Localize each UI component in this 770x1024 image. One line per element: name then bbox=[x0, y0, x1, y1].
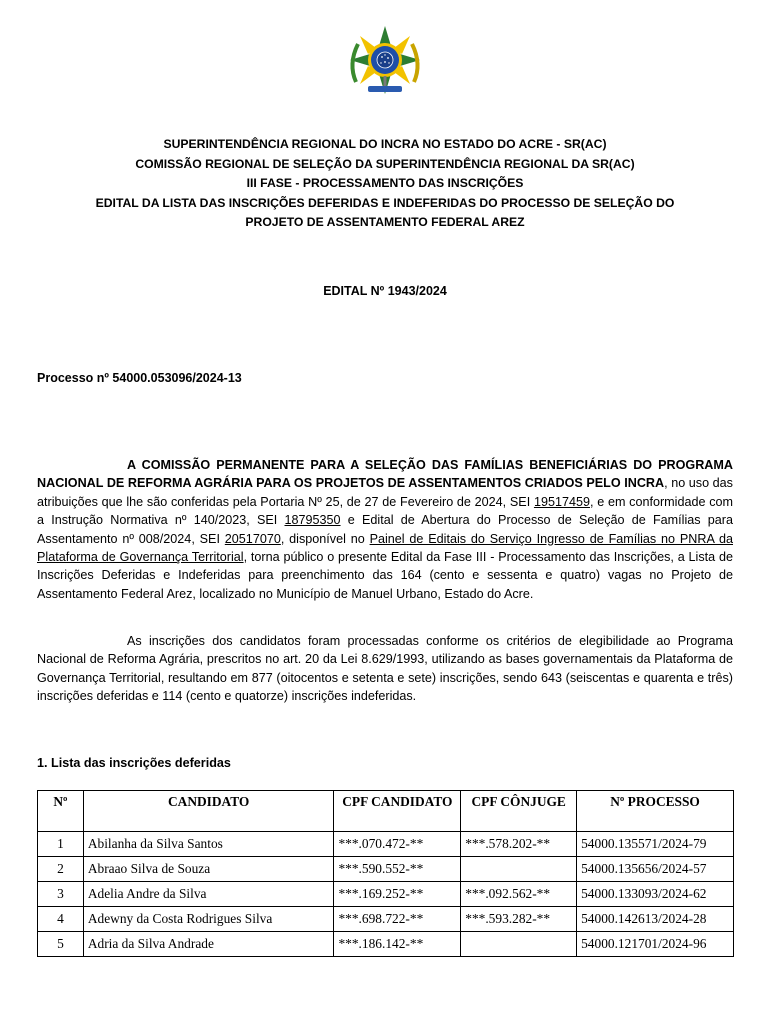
cell-processo: 54000.135656/2024-57 bbox=[577, 857, 734, 882]
header-candidato: CANDIDATO bbox=[83, 791, 334, 832]
cell-conjuge: ***.593.282-** bbox=[461, 907, 577, 932]
cell-cpf: ***.169.252-** bbox=[334, 882, 461, 907]
cell-processo: 54000.142613/2024-28 bbox=[577, 907, 734, 932]
paragraph-text: , no uso das atribuições que lhe são conferidas pela Portaria Nº 25, de 27 de Fevereiro de 2024, SEI bbox=[37, 476, 733, 509]
cell-cpf: ***.070.472-** bbox=[334, 832, 461, 857]
sei-link-portaria[interactable]: 19517459 bbox=[533, 494, 590, 509]
cell-cpf: ***.590.552-** bbox=[334, 857, 461, 882]
deferred-inscriptions-table bbox=[37, 790, 734, 957]
processo-number: Processo nº 54000.053096/2024-13 bbox=[37, 371, 242, 385]
paragraph-text: , disponível no bbox=[280, 531, 370, 546]
header-line: EDITAL DA LISTA DAS INSCRIÇÕES DEFERIDAS E INDEFERIDAS DO PROCESSO DE SELEÇÃO DO bbox=[95, 195, 675, 210]
table-header-row bbox=[38, 791, 734, 832]
commission-name: A COMISSÃO PERMANENTE PARA A SELEÇÃO DAS FAMÍLIAS BENEFICIÁRIAS DO PROGRAMA NACIONAL DE REFORMA AGRÁRIA PARA OS PROJETOS DE ASSENTAMENTOS CRIADOS PELO INCRA bbox=[37, 458, 733, 491]
cell-num: 1 bbox=[38, 832, 84, 857]
header-line: PROJETO DE ASSENTAMENTO FEDERAL AREZ bbox=[245, 215, 525, 229]
section-title: 1. Lista das inscrições deferidas bbox=[37, 756, 231, 770]
header-processo: Nº PROCESSO bbox=[577, 791, 734, 832]
cell-candidato: Adelia Andre da Silva bbox=[83, 882, 334, 907]
painel-editais-link[interactable]: Painel de Editais do Serviço Ingresso de Famílias no PNRA da Plataforma de Governança Territorial bbox=[37, 531, 733, 565]
brazil-coat-of-arms-icon bbox=[342, 24, 428, 100]
cell-conjuge bbox=[461, 857, 577, 882]
header-cpf-conjuge: CPF CÔNJUGE bbox=[461, 791, 577, 832]
cell-conjuge: ***.092.562-** bbox=[461, 882, 577, 907]
header-num: Nº bbox=[38, 791, 84, 832]
cell-conjuge: ***.578.202-** bbox=[461, 832, 577, 857]
cell-cpf: ***.698.722-** bbox=[334, 907, 461, 932]
table-row bbox=[38, 907, 734, 932]
edital-number: EDITAL Nº 1943/2024 bbox=[323, 284, 447, 298]
document-header bbox=[30, 135, 740, 233]
cell-processo: 54000.121701/2024-96 bbox=[577, 932, 734, 957]
table-row bbox=[38, 932, 734, 957]
cell-processo: 54000.133093/2024-62 bbox=[577, 882, 734, 907]
sei-link-instrucao[interactable]: 18795350 bbox=[284, 513, 341, 528]
processing-paragraph bbox=[37, 632, 733, 706]
paragraph-text: As inscrições dos candidatos foram processadas conforme os critérios de elegibilidade ao Programa Nacional de Reforma Agrária, prescritos no art. 20 da Lei 8.629/1993, utilizando as bases governamentais da Plataforma de Governança Territorial, resultando em 877 (oitocentos e setenta e sete) inscrições, sendo 643 (seiscentas e quarenta e três) inscrições deferidas e 114 (cento e quatorze) inscrições indeferidas. bbox=[37, 634, 733, 704]
cell-candidato: Abraao Silva de Souza bbox=[83, 857, 334, 882]
cell-num: 5 bbox=[38, 932, 84, 957]
cell-num: 3 bbox=[38, 882, 84, 907]
paragraph-text: , e em conformidade com a Instrução Normativa nº 140/2023, SEI bbox=[37, 494, 733, 528]
paragraph-text: , torna público o presente Edital da Fase III - Processamento das Inscrições, a Lista de Inscrições Deferidas e Indeferidas para preenchimento das 164 (cento e sessenta e quatro) vagas no Projeto de Assentamento Federal Arez, localizado no Município de Manuel Urbano, Estado do Acre. bbox=[37, 550, 733, 601]
cell-conjuge bbox=[461, 932, 577, 957]
cell-candidato: Adewny da Costa Rodrigues Silva bbox=[83, 907, 334, 932]
table-row bbox=[38, 832, 734, 857]
cell-processo: 54000.135571/2024-79 bbox=[577, 832, 734, 857]
cell-cpf: ***.186.142-** bbox=[334, 932, 461, 957]
header-line: III FASE - PROCESSAMENTO DAS INSCRIÇÕES bbox=[246, 176, 524, 190]
table-row bbox=[38, 882, 734, 907]
header-cpf-candidato: CPF CANDIDATO bbox=[334, 791, 461, 832]
intro-paragraph bbox=[37, 456, 733, 603]
header-line: COMISSÃO REGIONAL DE SELEÇÃO DA SUPERINTENDÊNCIA REGIONAL DA SR(AC) bbox=[135, 156, 635, 171]
cell-num: 4 bbox=[38, 907, 84, 932]
cell-candidato: Abilanha da Silva Santos bbox=[83, 832, 334, 857]
paragraph-text: e Edital de Abertura do Processo de Seleção de Famílias para Assentamento nº 008/2024, SEI bbox=[37, 513, 733, 546]
sei-link-edital[interactable]: 20517070 bbox=[224, 531, 281, 546]
header-line: SUPERINTENDÊNCIA REGIONAL DO INCRA NO ESTADO DO ACRE - SR(AC) bbox=[163, 137, 607, 151]
table-row bbox=[38, 857, 734, 882]
cell-num: 2 bbox=[38, 857, 84, 882]
cell-candidato: Adria da Silva Andrade bbox=[83, 932, 334, 957]
